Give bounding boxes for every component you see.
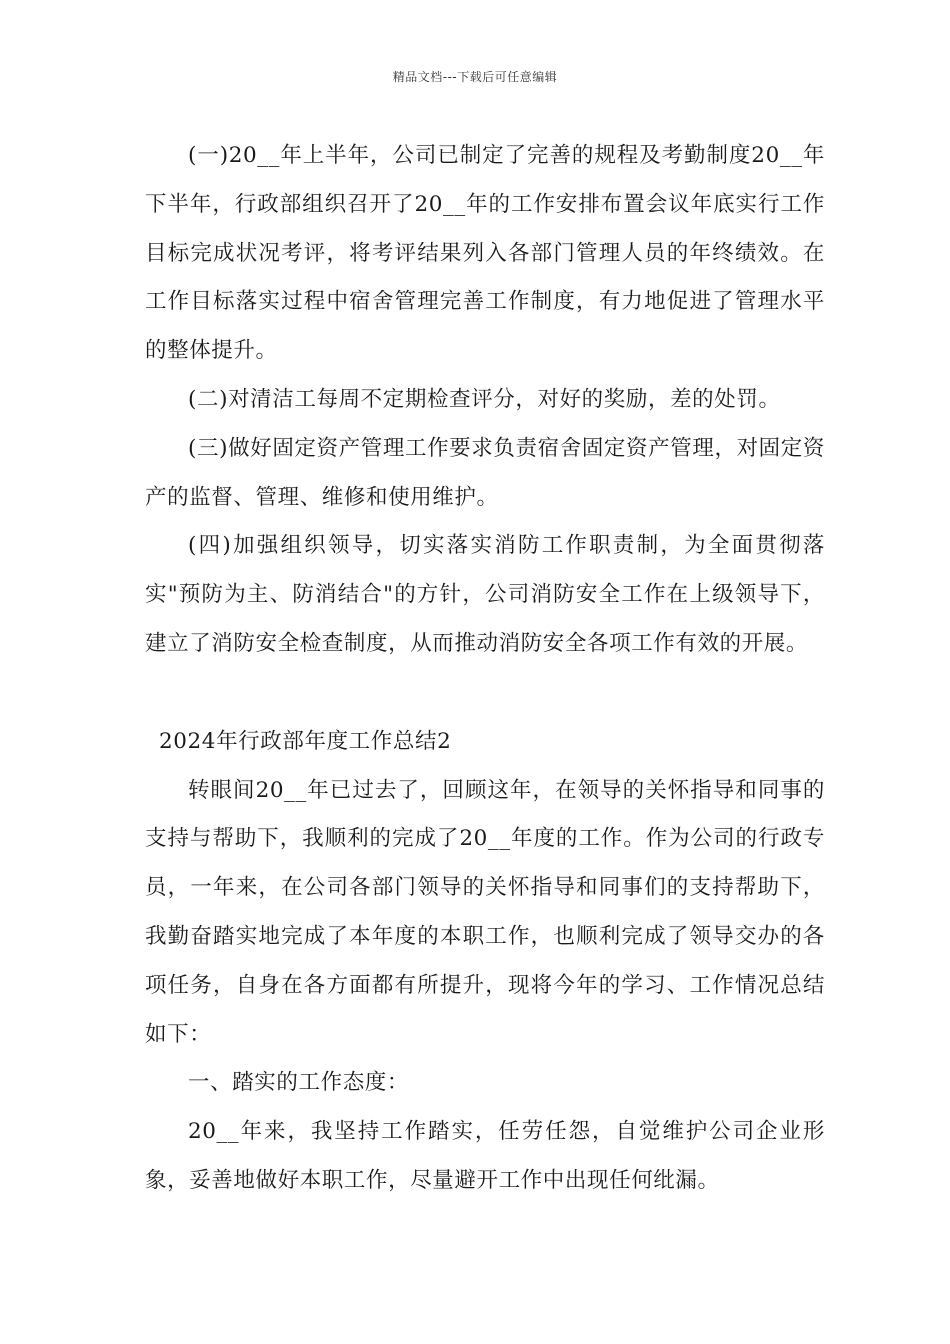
paragraph-item-2: (二)对清洁工每周不定期检查评分，对好的奖励，差的处罚。: [188, 386, 781, 412]
paragraph-item-1: (一)20__年上半年，公司已制定了完善的规程及考勤制度20__年下半年，行政部组织召开了20__年的工作安排布置会议年底实行工作目标完成状况考评，将考评结果列入各部门管理人员的年终绩效。在工作目标落实过程中宿舍管理完善工作制度，有力地促进了管理水平的整体提升。: [145, 143, 825, 364]
paragraph-item-7: 20__年来，我坚持工作踏实，任劳任怨，自觉维护公司企业形象，妥善地做好本职工作，尽量避开工作中出现任何纰漏。: [145, 1119, 825, 1193]
document-body: [145, 132, 825, 1206]
paragraph-item-3: (三)做好固定资产管理工作要求负责宿舍固定资产管理，对固定资产的监督、管理、维修和使用维护。: [145, 435, 825, 510]
paragraph-item-5: 转眼间20__年已过去了，回顾这年，在领导的关怀指导和同事的支持与帮助下，我顺利的完成了20__年度的工作。作为公司的行政专员，一年来，在公司各部门领导的关怀指导和同事们的支持帮助下，我勤奋踏实地完成了本年度的本职工作，也顺利完成了领导交办的各项任务，自身在各方面都有所提升，现将今年的学习、工作情况总结如下：: [145, 777, 825, 1047]
paragraph-item-6: 一、踏实的工作态度：: [188, 1070, 410, 1096]
section-title: 2024年行政部年度工作总结2: [158, 728, 452, 754]
paragraph-item-4: (四)加强组织领导，切实落实消防工作职责制，为全面贯彻落实"预防为主、防消结合"的方针，公司消防安全工作在上级领导下，建立了消防安全检查制度，从而推动消防安全各项工作有效的开展。: [145, 533, 825, 656]
section-spacer: [145, 669, 825, 718]
page-header: 精品文档---下载后可任意编辑: [392, 70, 558, 84]
